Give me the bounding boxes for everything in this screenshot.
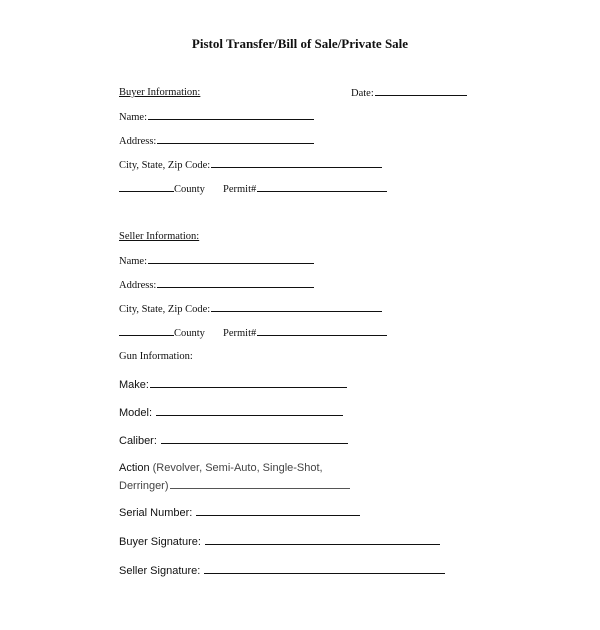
gun-model-label: Model: xyxy=(119,407,153,419)
buyer-county-row xyxy=(119,182,205,197)
gun-caliber-field[interactable] xyxy=(161,433,348,444)
buyer-heading: Buyer Information: xyxy=(119,87,201,98)
gun-action-hint-2: Derringer) xyxy=(119,480,169,492)
gun-model-field[interactable] xyxy=(156,405,343,416)
gun-serial-row xyxy=(119,505,360,520)
buyer-permit-row xyxy=(223,182,387,197)
gun-make-field[interactable] xyxy=(150,377,347,388)
buyer-address-label: Address: xyxy=(119,136,157,147)
buyer-address-row xyxy=(119,134,314,149)
seller-county-label: County xyxy=(174,328,205,339)
seller-signature-label: Seller Signature: xyxy=(119,565,201,577)
seller-city-label: City, State, Zip Code: xyxy=(119,304,211,315)
buyer-date-label: Date: xyxy=(351,88,374,99)
seller-name-label: Name: xyxy=(119,256,147,267)
seller-address-row xyxy=(119,278,314,293)
seller-permit-field[interactable] xyxy=(257,326,387,336)
buyer-city-row xyxy=(119,158,382,173)
buyer-date-row xyxy=(351,86,467,101)
gun-action-field[interactable] xyxy=(170,478,350,489)
buyer-address-field[interactable] xyxy=(157,134,314,144)
gun-serial-field[interactable] xyxy=(196,505,360,516)
seller-county-row xyxy=(119,326,205,341)
buyer-name-row xyxy=(119,110,314,125)
seller-county-field[interactable] xyxy=(119,326,174,336)
gun-heading: Gun Information: xyxy=(119,351,193,362)
seller-name-row xyxy=(119,254,314,269)
buyer-county-label: County xyxy=(174,184,205,195)
gun-action-row-2 xyxy=(119,478,350,493)
buyer-name-field[interactable] xyxy=(148,110,314,120)
buyer-city-label: City, State, Zip Code: xyxy=(119,160,211,171)
gun-model-row xyxy=(119,405,343,420)
seller-city-field[interactable] xyxy=(211,302,382,312)
seller-address-label: Address: xyxy=(119,280,157,291)
form-title: Pistol Transfer/Bill of Sale/Private Sale xyxy=(191,36,409,51)
seller-section xyxy=(119,230,199,244)
buyer-signature-row xyxy=(119,534,440,549)
seller-signature-field[interactable] xyxy=(204,563,445,574)
gun-make-row xyxy=(119,377,347,392)
seller-heading: Seller Information: xyxy=(119,231,200,242)
gun-action-label: Action xyxy=(119,462,150,474)
gun-make-label: Make: xyxy=(119,379,149,391)
gun-action-row xyxy=(119,461,323,475)
buyer-county-field[interactable] xyxy=(119,182,174,192)
buyer-section xyxy=(119,86,200,100)
gun-serial-label: Serial Number: xyxy=(119,507,193,519)
gun-caliber-row xyxy=(119,433,348,448)
seller-permit-label: Permit# xyxy=(223,328,257,339)
seller-city-row xyxy=(119,302,382,317)
seller-name-field[interactable] xyxy=(148,254,314,264)
seller-signature-row xyxy=(119,563,445,578)
buyer-date-field[interactable] xyxy=(375,86,467,96)
buyer-signature-label: Buyer Signature: xyxy=(119,536,201,548)
buyer-signature-field[interactable] xyxy=(205,534,440,545)
buyer-city-field[interactable] xyxy=(211,158,382,168)
seller-address-field[interactable] xyxy=(157,278,314,288)
gun-section xyxy=(119,350,193,364)
buyer-permit-label: Permit# xyxy=(223,184,257,195)
gun-action-hint: (Revolver, Semi-Auto, Single-Shot, xyxy=(152,462,323,474)
buyer-permit-field[interactable] xyxy=(257,182,387,192)
gun-caliber-label: Caliber: xyxy=(119,435,157,447)
buyer-name-label: Name: xyxy=(119,112,147,123)
seller-permit-row xyxy=(223,326,387,341)
